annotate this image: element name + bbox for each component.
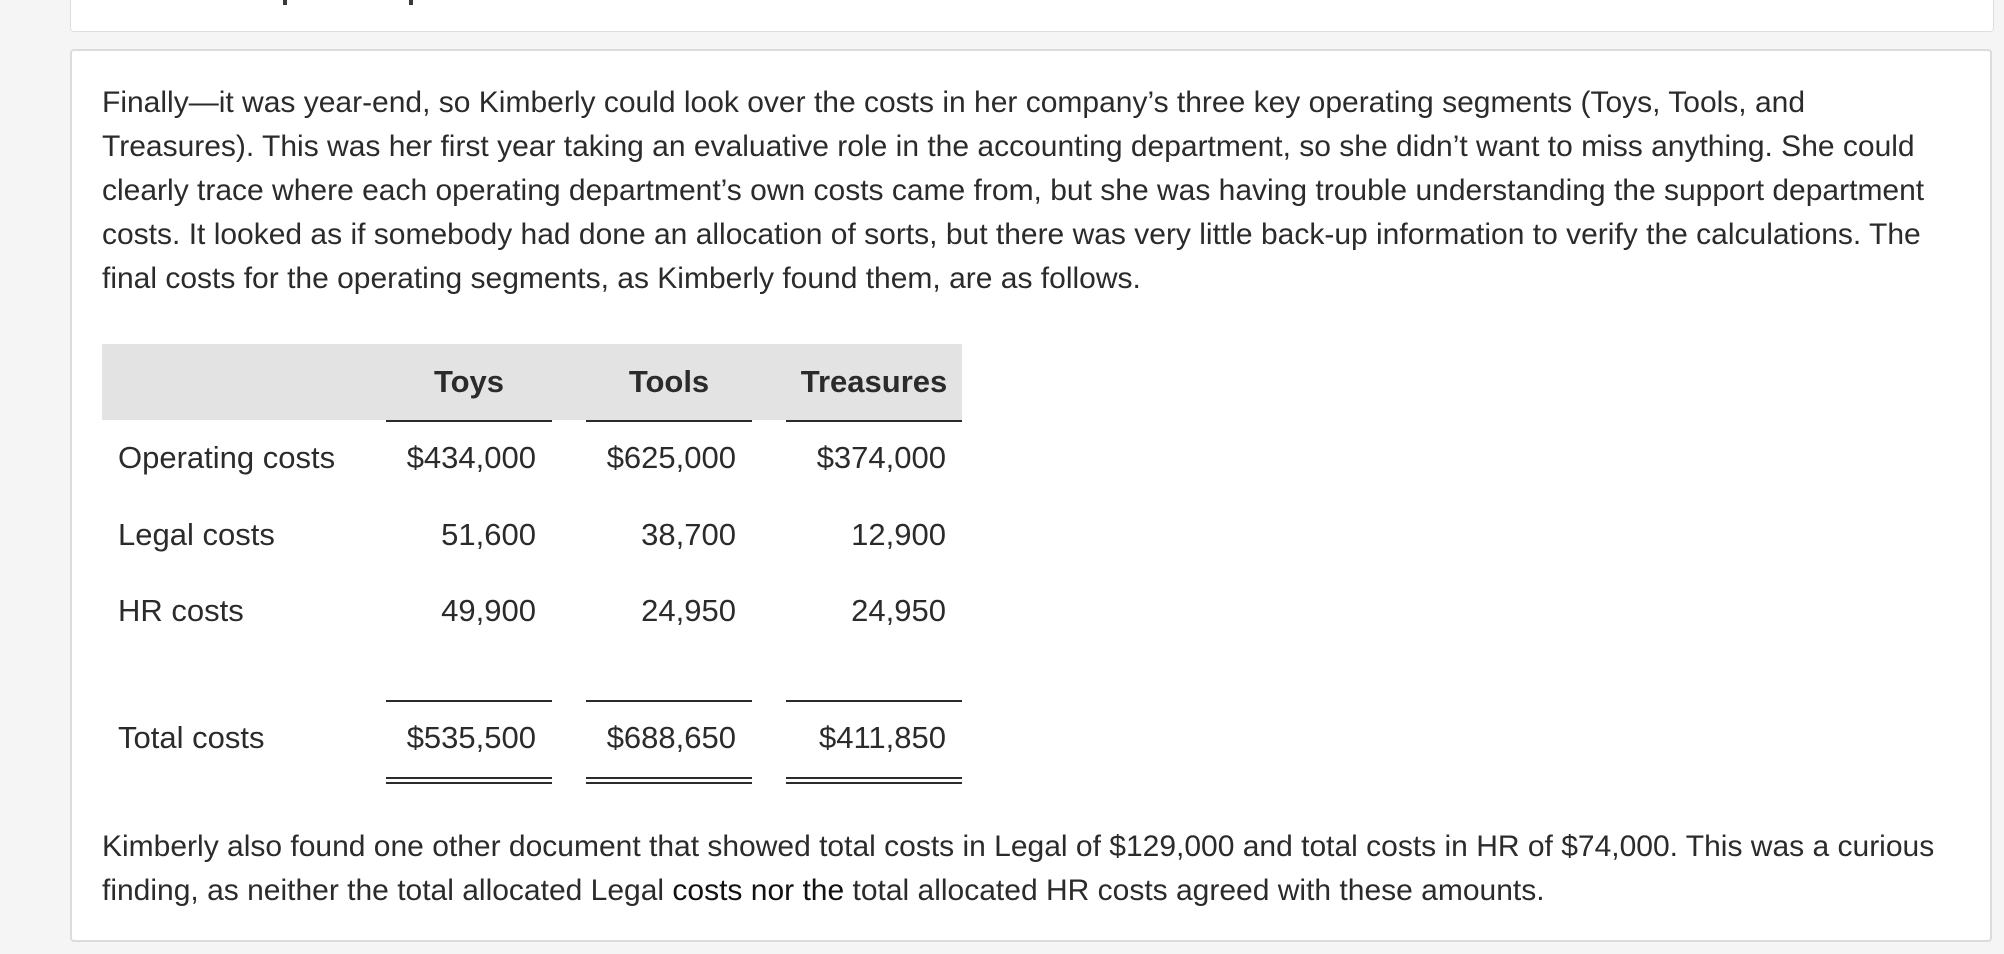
closing-text: Kimberly also found one other document that showed total costs in Legal of $129,000 and total costs in HR of $74,000. This was a curious finding, as neither the total allocated Legal [102, 830, 1935, 907]
table-cell: $374,000 [816, 440, 946, 475]
table-cell: $625,000 [606, 440, 736, 475]
intro-paragraph: Finally—it was year-end, so Kimberly could look over the costs in her company’s three key operating segments (Toys, Tools, and Treasures). This was her first year taking an evaluative role in the accounting department, so she didn’t want to miss anything. She could clearly trace where each operating department’s own costs came from, but she was having trouble understanding the support department costs. It looked as if somebody had done an allocation of sorts, but there was very little back-up information to verify the calculations. The final costs for the operating segments, as Kimberly found them, are as follows. [102, 86, 1925, 295]
closing-paragraph [102, 825, 1964, 913]
table-cell: $434,000 [406, 440, 536, 475]
row-label-total-costs: Total costs [118, 720, 265, 755]
previous-section-card [70, 0, 1994, 32]
table-cell: $411,850 [819, 720, 946, 755]
table-cell: $688,650 [606, 720, 736, 755]
subtotal-rule [786, 700, 962, 702]
cropped-text-fragment [409, 0, 413, 5]
table-cell: $535,500 [406, 720, 536, 755]
table-cell: 24,950 [641, 593, 736, 628]
total-double-rule [386, 777, 552, 784]
subtotal-rule [386, 700, 552, 702]
closing-text-emphasis: costs nor the [672, 874, 845, 907]
header-underline [786, 420, 962, 422]
header-underline [386, 420, 552, 422]
total-double-rule [786, 777, 962, 784]
table-cell: 51,600 [441, 517, 536, 552]
column-header-toys: Toys [433, 364, 505, 399]
row-label-hr-costs: HR costs [118, 593, 244, 628]
subtotal-rule [586, 700, 752, 702]
cropped-text-fragment [283, 0, 287, 5]
column-header-tools: Tools [628, 364, 710, 399]
table-cell: 24,950 [851, 593, 946, 628]
table-cell: 49,900 [441, 593, 536, 628]
header-underline [586, 420, 752, 422]
row-label-operating-costs: Operating costs [118, 440, 336, 475]
row-label-legal-costs: Legal costs [118, 517, 275, 552]
column-header-treasures: Treasures [800, 364, 948, 399]
total-double-rule [586, 777, 752, 784]
table-cell: 38,700 [641, 517, 736, 552]
table-cell: 12,900 [851, 517, 946, 552]
problem-card [70, 49, 1992, 942]
closing-text: total allocated HR costs agreed with these amounts. [844, 874, 1545, 907]
